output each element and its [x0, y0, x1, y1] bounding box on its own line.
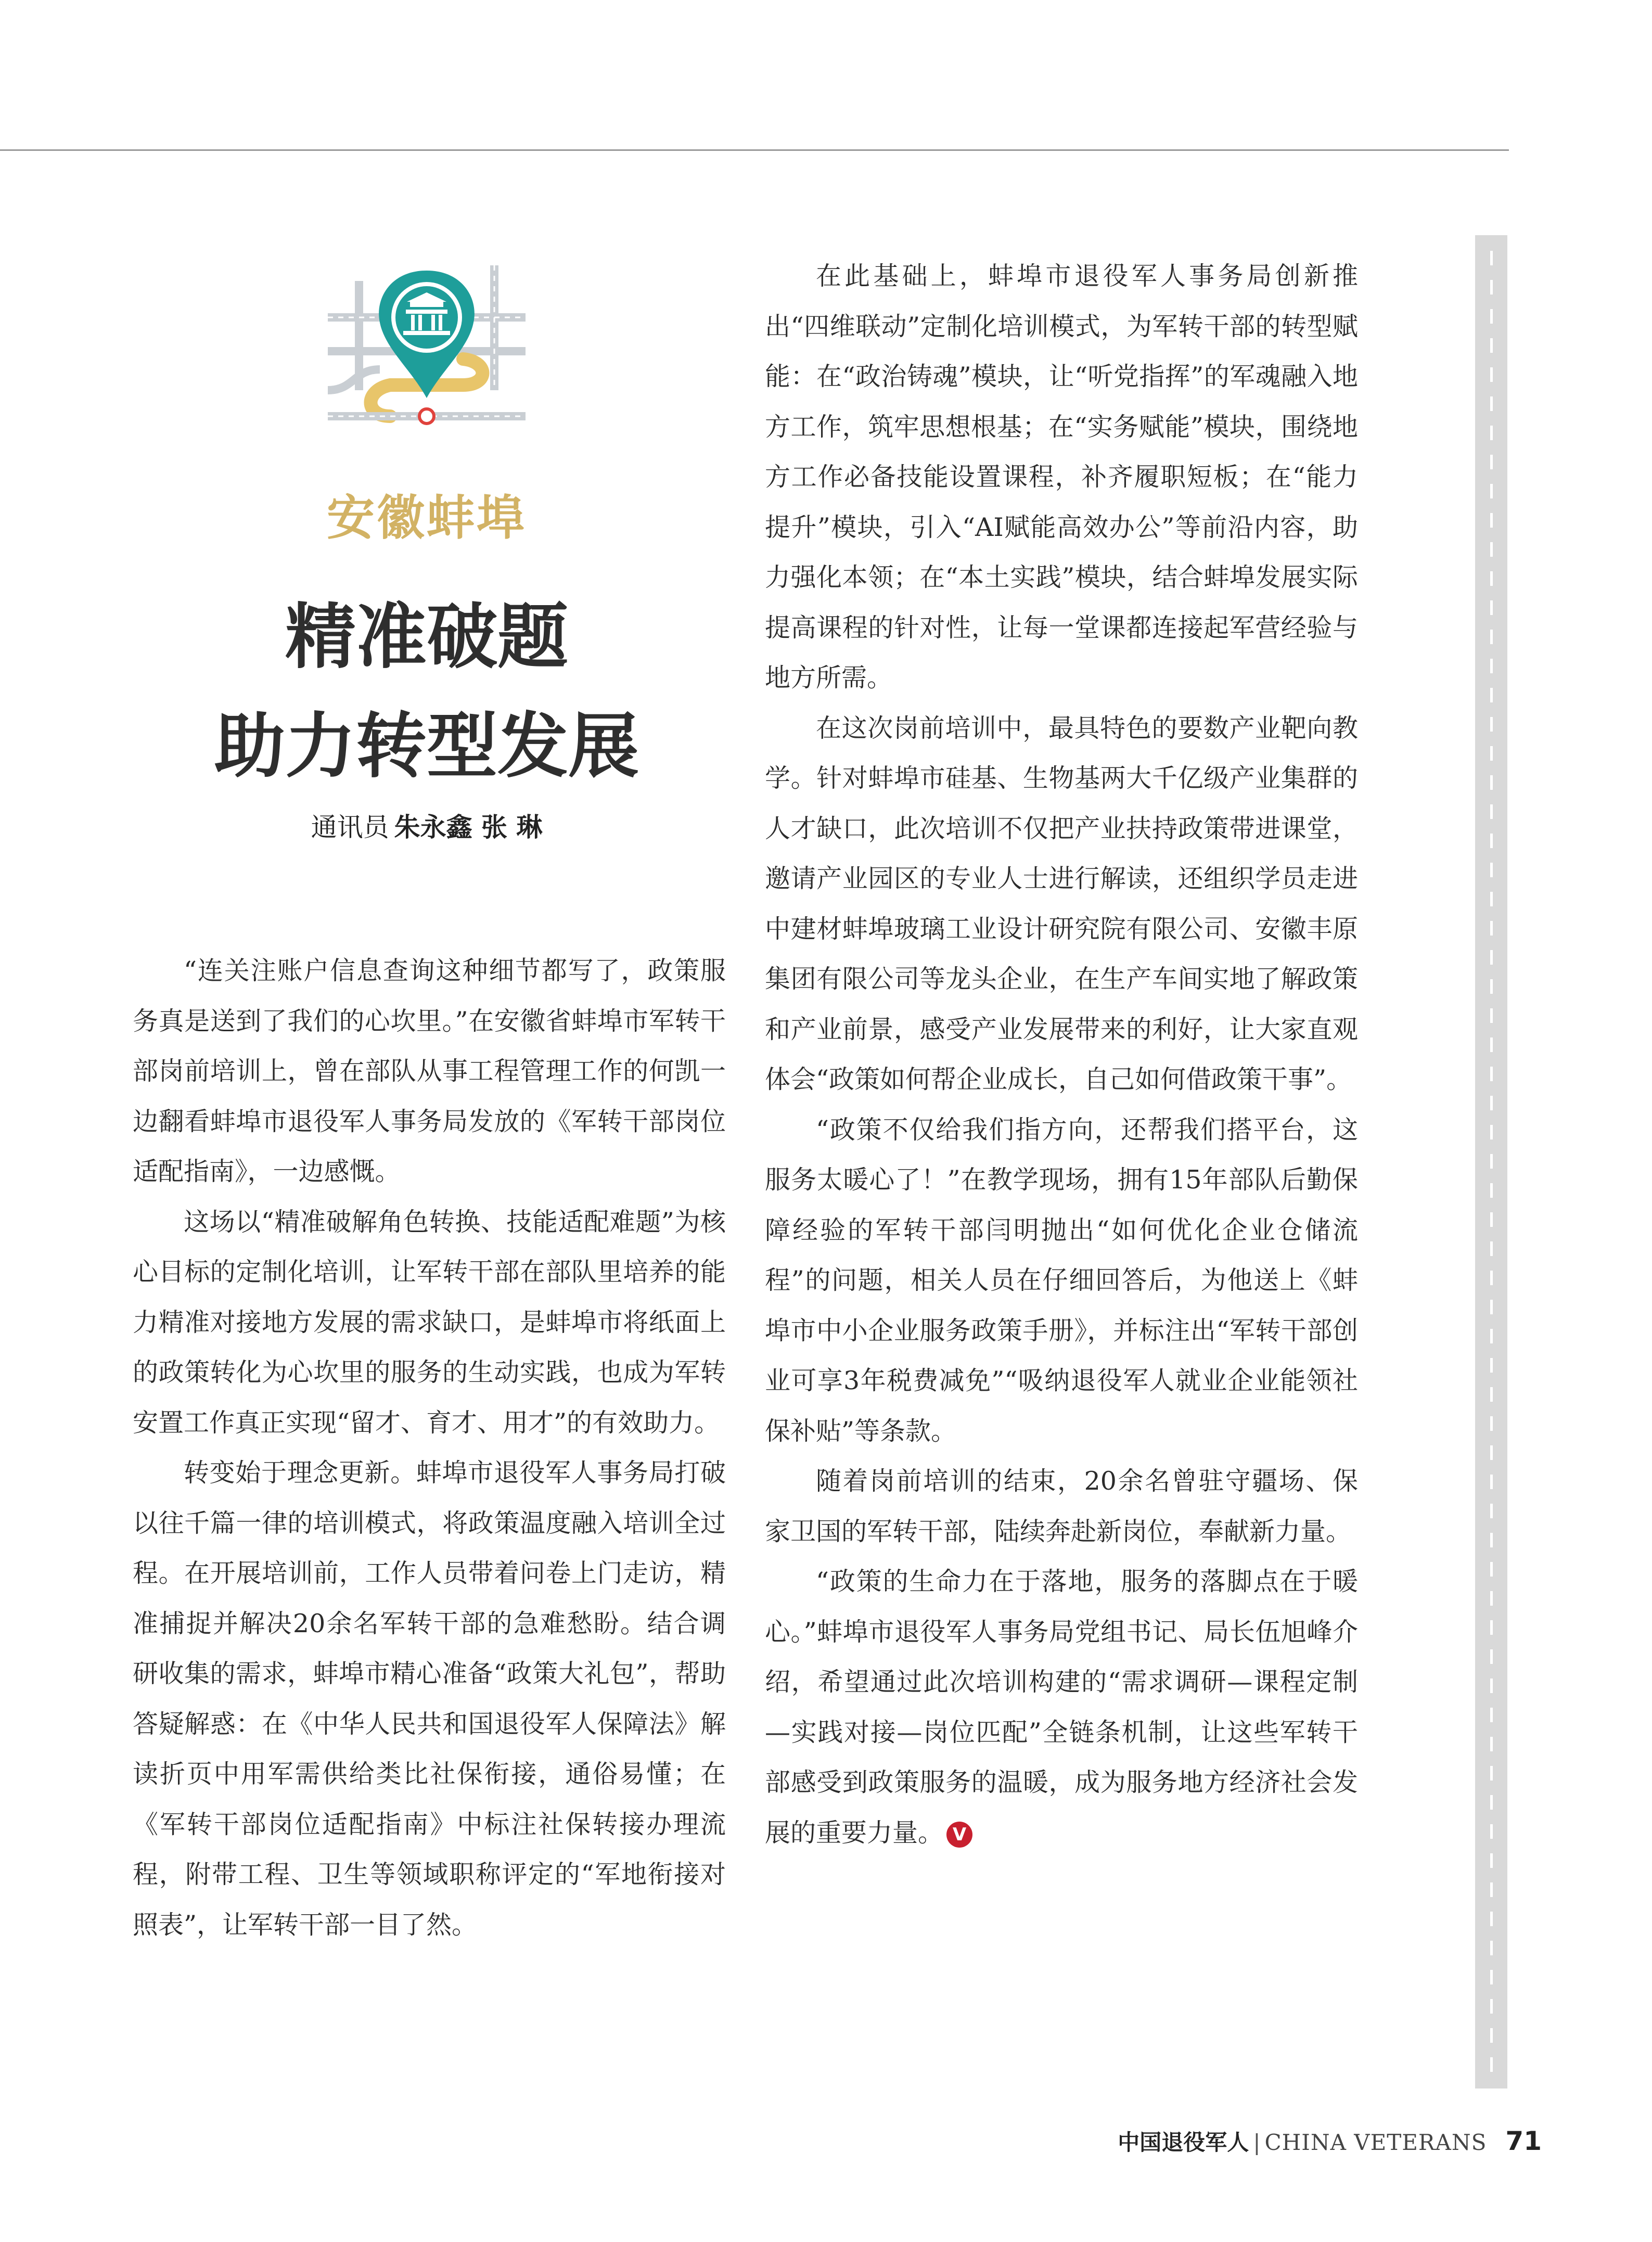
paragraph: 这场以“精准破解角色转换、技能适配难题”为核心目标的定制化培训，让军转干部在部队里培养的能力精准对接地方发展的需求缺口，是蚌埠市将纸面上的政策转化为心坎里的服务的生动实践，也成为军转安置工作真正实现“留才、育才、用才”的有效助力。: [133, 1207, 726, 1438]
right-column: [765, 251, 1358, 1858]
article-title: [114, 583, 739, 801]
byline-role: 通讯员: [311, 812, 389, 842]
byline-names: 朱永鑫 张 琳: [394, 812, 543, 842]
end-mark-icon: V: [946, 1822, 972, 1848]
magazine-name-cn: 中国退役军人: [1118, 2130, 1249, 2155]
title-line-2: 助力转型发展: [214, 706, 639, 788]
paragraph: 在这次岗前培训中，最具特色的要数产业靶向教学。针对蚌埠市硅基、生物基两大千亿级产业集群的人才缺口，此次培训不仅把产业扶持政策带进课堂，邀请产业园区的专业人士进行解读，还组织学员走进中建材蚌埠玻璃工业设计研究院有限公司、安徽丰原集团有限公司等龙头企业，在生产车间实地了解政策和产业前景，感受产业发展带来的利好，让大家直观体会“政策如何帮企业成长，自己如何借政策干事”。: [765, 713, 1358, 1094]
title-line-1: 精准破题: [285, 596, 568, 678]
paragraph-text: “政策的生命力在于落地，服务的落脚点在于暖心。”蚌埠市退役军人事务局党组书记、局长伍旭峰介绍，希望通过此次培训构建的“需求调研—课程定制—实践对接—岗位匹配”全链条机制，让这些军转干部感受到政策服务的温暖，成为服务地方经济社会发展的重要力量。: [765, 1567, 1358, 1848]
paragraph: “政策不仅给我们指方向，还帮我们搭平台，这服务太暖心了！”在教学现场，拥有15年部队后勤保障经验的军转干部闫明抛出“如何优化企业仓储流程”的问题，相关人员在仔细回答后，为他送上《蚌埠市中小企业服务政策手册》，并标注出“军转干部创业可享3年税费减免”“吸纳退役军人就业企业能领社保补贴”等条款。: [765, 1114, 1358, 1446]
location-pin-with-building-icon: [323, 260, 531, 437]
footer-separator: |: [1253, 2130, 1261, 2155]
paragraph: “连关注账户信息查询这种细节都写了，政策服务真是送到了我们的心坎里。”在安徽省蚌埠市军转干部岗前培训上，曾在部队从事工程管理工作的何凯一边翻看蚌埠市退役军人事务局发放的《军转干部岗位适配指南》，一边感慨。: [133, 956, 726, 1186]
paragraph: [765, 1557, 1358, 1858]
region-label: 安徽蚌埠: [326, 490, 527, 546]
left-column: [133, 946, 726, 1950]
side-decorative-strip: [1475, 235, 1507, 2089]
paragraph: 转变始于理念更新。蚌埠市退役军人事务局打破以往千篇一律的培训模式，将政策温度融入培训全过程。在开展培训前，工作人员带着问卷上门走访，精准捕捉并解决20余名军转干部的急难愁盼。结合调研收集的需求，蚌埠市精心准备“政策大礼包”，帮助答疑解惑：在《中华人民共和国退役军人保障法》解读折页中用军需供给类比社保衔接，通俗易懂；在《军转干部岗位适配指南》中标注社保转接办理流程，附带工程、卫生等领域职称评定的“军地衔接对照表”，让军转干部一目了然。: [133, 1458, 726, 1940]
page-number: 71: [1505, 2126, 1542, 2156]
top-rule: [0, 149, 1509, 151]
page-footer: [1118, 2125, 1542, 2157]
byline: [167, 806, 687, 844]
magazine-name-en: CHINA VETERANS: [1264, 2130, 1487, 2155]
paragraph: 在此基础上，蚌埠市退役军人事务局创新推出“四维联动”定制化培训模式，为军转干部的转型赋能：在“政治铸魂”模块，让“听党指挥”的军魂融入地方工作，筑牢思想根基；在“实务赋能”模块，围绕地方工作必备技能设置课程，补齐履职短板；在“能力提升”模块，引入“AI赋能高效办公”等前沿内容，助力强化本领；在“本土实践”模块，结合蚌埠发展实际提高课程的针对性，让每一堂课都连接起军营经验与地方所需。: [765, 261, 1358, 693]
paragraph: 随着岗前培训的结束，20余名曾驻守疆场、保家卫国的军转干部，陆续奔赴新岗位，奉献新力量。: [765, 1466, 1358, 1546]
